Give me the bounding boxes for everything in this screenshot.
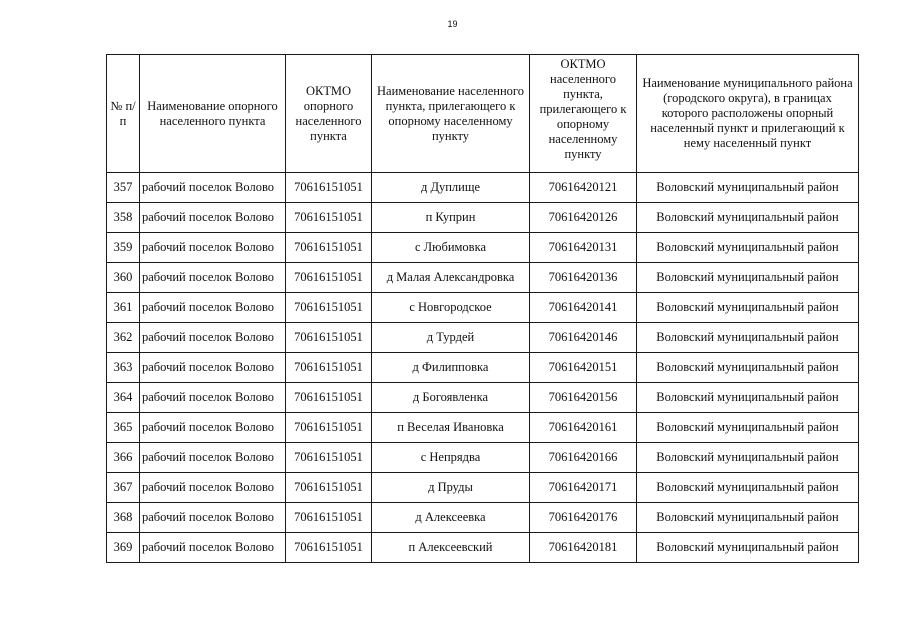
cell-base-name: рабочий поселок Волово xyxy=(140,533,286,563)
table-row xyxy=(107,443,859,473)
table-row xyxy=(107,353,859,383)
table-row xyxy=(107,293,859,323)
table-row xyxy=(107,533,859,563)
cell-adjacent-name: д Дуплище xyxy=(372,173,530,203)
cell-num: 359 xyxy=(107,233,140,263)
table-row xyxy=(107,263,859,293)
cell-base-name: рабочий поселок Волово xyxy=(140,263,286,293)
cell-num: 366 xyxy=(107,443,140,473)
cell-base-name: рабочий поселок Волово xyxy=(140,473,286,503)
cell-num: 357 xyxy=(107,173,140,203)
header-adjacent-oktmo-text: ОКТМО населенного пункта, прилегающего к опорному населенному пункту xyxy=(539,57,627,161)
cell-base-name: рабочий поселок Волово xyxy=(140,293,286,323)
cell-num: 368 xyxy=(107,503,140,533)
cell-adjacent-name: д Алексеевка xyxy=(372,503,530,533)
cell-adjacent-name: с Новгородское xyxy=(372,293,530,323)
cell-base-oktmo: 70616151051 xyxy=(286,263,372,293)
cell-district: Воловский муниципальный район xyxy=(637,443,859,473)
cell-base-oktmo: 70616151051 xyxy=(286,503,372,533)
header-district: Наименование муниципального района (городского округа), в границах которого расположены опорный населенный пункт и прилегающий к нему населенный пункт xyxy=(637,55,859,173)
cell-adjacent-oktmo: 70616420151 xyxy=(530,353,637,383)
cell-num: 362 xyxy=(107,323,140,353)
cell-base-oktmo: 70616151051 xyxy=(286,473,372,503)
cell-adjacent-oktmo: 70616420176 xyxy=(530,503,637,533)
cell-base-oktmo: 70616151051 xyxy=(286,383,372,413)
cell-district: Воловский муниципальный район xyxy=(637,503,859,533)
cell-adjacent-name: д Богоявленка xyxy=(372,383,530,413)
cell-adjacent-oktmo: 70616420141 xyxy=(530,293,637,323)
cell-base-oktmo: 70616151051 xyxy=(286,323,372,353)
cell-adjacent-name: п Веселая Ивановка xyxy=(372,413,530,443)
cell-adjacent-oktmo: 70616420131 xyxy=(530,233,637,263)
cell-base-oktmo: 70616151051 xyxy=(286,413,372,443)
cell-adjacent-name: д Малая Александровка xyxy=(372,263,530,293)
cell-district: Воловский муниципальный район xyxy=(637,263,859,293)
cell-num: 360 xyxy=(107,263,140,293)
header-adjacent-name: Наименование населенного пункта, прилегающего к опорному населенному пункту xyxy=(372,55,530,173)
cell-base-oktmo: 70616151051 xyxy=(286,533,372,563)
cell-base-name: рабочий поселок Волово xyxy=(140,173,286,203)
cell-district: Воловский муниципальный район xyxy=(637,203,859,233)
cell-num: 363 xyxy=(107,353,140,383)
cell-district: Воловский муниципальный район xyxy=(637,353,859,383)
table-row xyxy=(107,323,859,353)
table-row xyxy=(107,173,859,203)
cell-base-name: рабочий поселок Волово xyxy=(140,233,286,263)
cell-adjacent-oktmo: 70616420166 xyxy=(530,443,637,473)
cell-base-name: рабочий поселок Волово xyxy=(140,203,286,233)
cell-district: Воловский муниципальный район xyxy=(637,473,859,503)
cell-num: 365 xyxy=(107,413,140,443)
cell-adjacent-oktmo: 70616420146 xyxy=(530,323,637,353)
cell-base-oktmo: 70616151051 xyxy=(286,233,372,263)
cell-base-name: рабочий поселок Волово xyxy=(140,323,286,353)
cell-district: Воловский муниципальный район xyxy=(637,173,859,203)
header-base-name: Наименование опорного населенного пункта xyxy=(140,55,286,173)
cell-num: 358 xyxy=(107,203,140,233)
cell-adjacent-name: д Турдей xyxy=(372,323,530,353)
table-row xyxy=(107,233,859,263)
cell-num: 367 xyxy=(107,473,140,503)
cell-adjacent-name: п Куприн xyxy=(372,203,530,233)
header-base-oktmo: ОКТМО опорного населенного пункта xyxy=(286,55,372,173)
table-body xyxy=(107,173,859,563)
cell-num: 364 xyxy=(107,383,140,413)
header-num: № п/п xyxy=(107,55,140,173)
cell-adjacent-oktmo: 70616420161 xyxy=(530,413,637,443)
cell-base-oktmo: 70616151051 xyxy=(286,443,372,473)
table-row xyxy=(107,473,859,503)
cell-base-name: рабочий поселок Волово xyxy=(140,443,286,473)
cell-adjacent-name: д Пруды xyxy=(372,473,530,503)
cell-adjacent-name: д Филипповка xyxy=(372,353,530,383)
cell-adjacent-oktmo: 70616420121 xyxy=(530,173,637,203)
cell-adjacent-oktmo: 70616420126 xyxy=(530,203,637,233)
cell-district: Воловский муниципальный район xyxy=(637,233,859,263)
cell-base-oktmo: 70616151051 xyxy=(286,173,372,203)
cell-base-name: рабочий поселок Волово xyxy=(140,353,286,383)
cell-district: Воловский муниципальный район xyxy=(637,293,859,323)
table-header-row xyxy=(107,55,859,173)
cell-district: Воловский муниципальный район xyxy=(637,533,859,563)
cell-adjacent-oktmo: 70616420156 xyxy=(530,383,637,413)
cell-district: Воловский муниципальный район xyxy=(637,413,859,443)
table-row xyxy=(107,383,859,413)
cell-adjacent-name: с Непрядва xyxy=(372,443,530,473)
page-number: 19 xyxy=(447,19,458,29)
cell-district: Воловский муниципальный район xyxy=(637,383,859,413)
cell-district: Воловский муниципальный район xyxy=(637,323,859,353)
cell-base-name: рабочий поселок Волово xyxy=(140,413,286,443)
cell-adjacent-oktmo: 70616420171 xyxy=(530,473,637,503)
cell-base-oktmo: 70616151051 xyxy=(286,203,372,233)
cell-base-oktmo: 70616151051 xyxy=(286,293,372,323)
cell-adjacent-oktmo: 70616420136 xyxy=(530,263,637,293)
cell-adjacent-name: с Любимовка xyxy=(372,233,530,263)
cell-adjacent-name: п Алексеевский xyxy=(372,533,530,563)
table-row xyxy=(107,203,859,233)
cell-base-oktmo: 70616151051 xyxy=(286,353,372,383)
cell-adjacent-oktmo: 70616420181 xyxy=(530,533,637,563)
header-adjacent-oktmo xyxy=(530,55,637,173)
table-row xyxy=(107,413,859,443)
cell-base-name: рабочий поселок Волово xyxy=(140,503,286,533)
settlements-table xyxy=(106,54,859,563)
cell-base-name: рабочий поселок Волово xyxy=(140,383,286,413)
table-row xyxy=(107,503,859,533)
cell-num: 361 xyxy=(107,293,140,323)
cell-num: 369 xyxy=(107,533,140,563)
